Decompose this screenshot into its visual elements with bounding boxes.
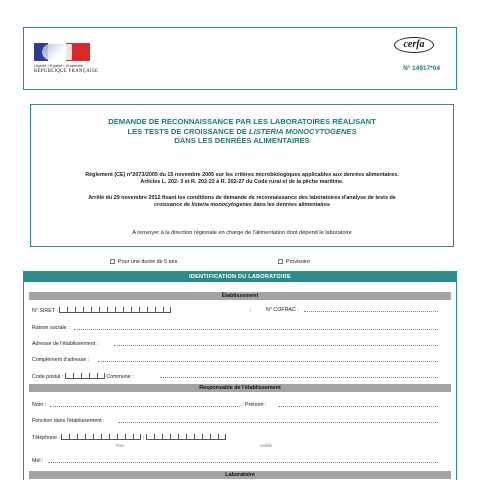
subheader-responsable: Responsable de l'établissement — [29, 384, 451, 392]
mel-input[interactable] — [48, 458, 438, 463]
logo-name: RÉPUBLIQUE FRANÇAISE — [34, 69, 99, 74]
form-box — [23, 271, 457, 480]
regulation-text: Règlement (CE) n°2073/2005 du 15 novembre 2005 sur les critères microbiologiques applicables aux denrées alimentaires. Articles L. 202- 3 et R. 202-22 à R. 202-27 du Code rural et de la pêche maritime. — [85, 172, 399, 185]
adresse-input[interactable] — [114, 341, 438, 346]
fonction-row: Fonction dans l'établissement : — [32, 418, 448, 424]
five-years-checkbox[interactable] — [110, 259, 115, 264]
complement-row: Complément d'adresse : — [32, 357, 448, 363]
siret-input[interactable] — [59, 307, 171, 313]
nom-row: Nom : : Prénom : — [32, 402, 448, 408]
mobile-hint: mobile — [260, 443, 273, 448]
cofrac-input[interactable] — [304, 307, 438, 312]
logo-motto: Liberté • Égalité • Fraternité — [34, 63, 83, 68]
commune-input[interactable] — [160, 373, 438, 378]
title-line-1: DEMANDE DE RECONNAISSANCE PAR LES LABORATOIRES RÉALISANT — [108, 117, 376, 126]
republique-francaise-logo — [32, 41, 108, 77]
fixe-hint: Fixe — [116, 443, 124, 448]
arrete-text: Arrêté du 29 novembre 2012 fixant les conditions de demande de reconnaissance des laboratoires d'analyse de tests de croissance de listeria monocytogenes dans les denrées alimentaires — [88, 195, 396, 208]
telephone-fixe-input[interactable] — [61, 434, 141, 440]
adresse-row: Adresse de l'établissement : — [32, 341, 448, 347]
siret-row: N° SIRET : ; N° COFRAC : — [32, 307, 448, 314]
subheader-laboratoire: Laboratoire — [29, 471, 451, 479]
title-box — [30, 104, 454, 247]
option-provisional[interactable]: Provisoire — [278, 259, 310, 265]
nom-input[interactable] — [50, 402, 240, 407]
telephone-row: Téléphone : ; — [32, 434, 448, 441]
header-box — [23, 27, 457, 90]
option-five-years[interactable]: Pour une durée de 5 ans — [110, 259, 177, 265]
telephone-mobile-input[interactable] — [146, 434, 226, 440]
provisional-checkbox[interactable] — [278, 259, 283, 264]
send-to-text: A renvoyer à la direction régionale en charge de l'alimentation dont dépend le laboratoire — [132, 230, 352, 236]
form-title — [31, 117, 453, 146]
fonction-input[interactable] — [118, 418, 438, 423]
cerfa-logo: cerfa — [394, 37, 434, 53]
title-line-3: DANS LES DENRÉES ALIMENTAIRES — [174, 136, 310, 145]
prenom-input[interactable] — [278, 402, 438, 407]
mel-row: Mél : — [32, 458, 448, 464]
cerfa-number: N° 14917*04 — [403, 65, 440, 72]
postal-row: Code postal : Commune : — [32, 373, 448, 380]
complement-input[interactable] — [98, 357, 438, 362]
raison-input[interactable] — [74, 325, 438, 330]
raison-row: Raison sociale : — [32, 325, 448, 331]
title-line-2: LES TESTS DE CROISSANCE DE LISTERIA MONOCYTOGENES — [127, 126, 357, 136]
postal-input[interactable] — [65, 373, 105, 379]
section-banner: IDENTIFICATION DU LABORATOIRE — [24, 272, 456, 282]
subheader-etablissement: Établissement — [29, 292, 451, 300]
